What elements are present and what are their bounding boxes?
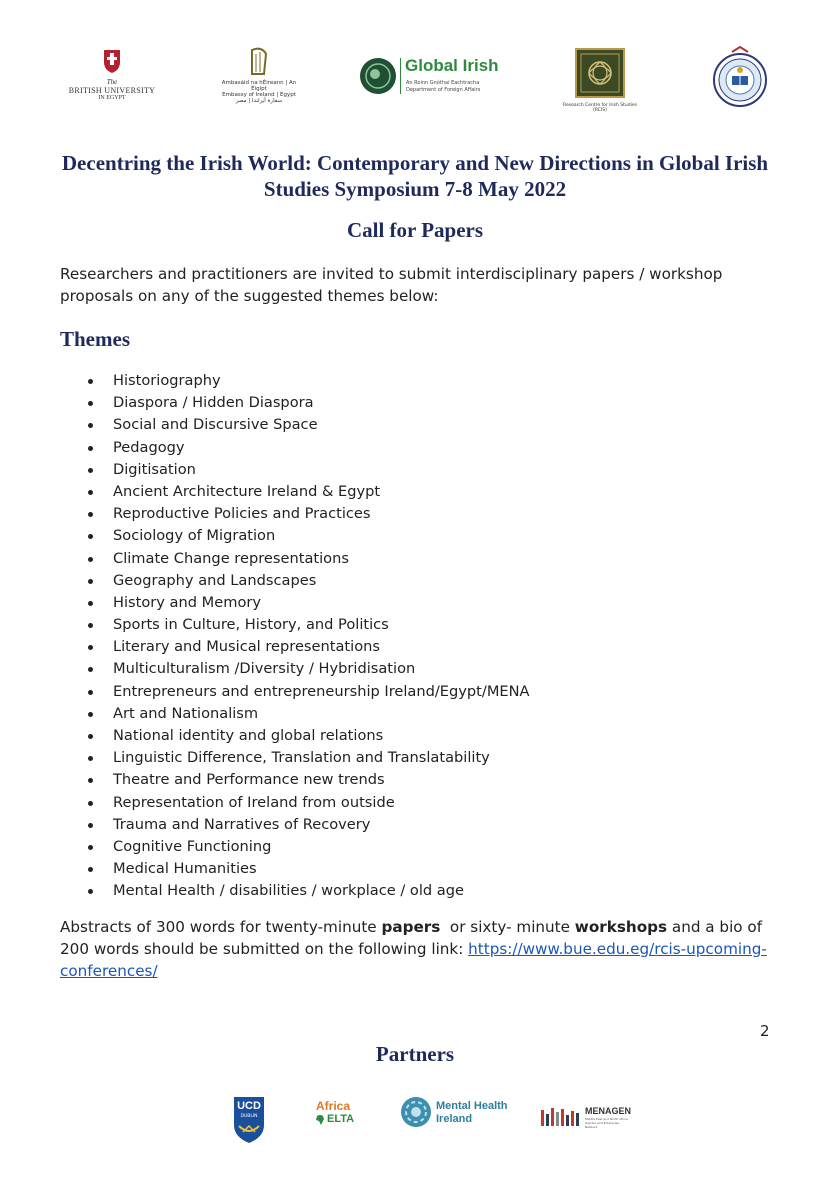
celtic-knot-icon (560, 48, 640, 100)
bue-logo (66, 48, 158, 108)
theme-item: Trauma and Narratives of Recovery (86, 814, 530, 836)
africa-elta-logo (316, 1100, 366, 1134)
bue-line3: IN EGYPT (98, 95, 126, 101)
theme-item: Cognitive Functioning (86, 836, 530, 858)
theme-item: Entrepreneurs and entrepreneurship Ireland/Egypt/MENA (86, 681, 530, 703)
bue-crest-icon (66, 48, 158, 74)
embassy-line1: Ambasáid na hÉireann | An Éigipt (221, 80, 297, 92)
theme-item: Mental Health / disabilities / workplace / old age (86, 880, 530, 902)
theme-item: Multiculturalism /Diversity / Hybridisation (86, 658, 530, 680)
intro-paragraph: Researchers and practitioners are invited to submit interdisciplinary papers / workshop proposals on any of the suggested themes below: (60, 265, 723, 305)
embassy-line3: سفارة أيرلندا | مصر (235, 98, 283, 104)
submission-link[interactable]: https://www.bue.edu.eg/rcis-upcoming-conferences/ (60, 940, 767, 980)
symposium-title: Decentring the Irish World: Contemporary and New Directions in Global Irish Studies Symposium 7-8 May 2022 (61, 151, 769, 201)
africa-elta-row (316, 1113, 366, 1125)
partner-logos (0, 1090, 830, 1150)
theme-item: Literary and Musical representations (86, 636, 530, 658)
global-irish-sub2: Department of Foreign Affairs (406, 87, 481, 93)
bue-line1: The (106, 78, 118, 86)
theme-item: History and Memory (86, 592, 530, 614)
embassy-line2: Embassy of Ireland | Egypt (222, 92, 296, 98)
africa-elta-line2: ELTA (327, 1113, 355, 1125)
abstract-paragraph (60, 916, 780, 982)
menagen-logo (540, 1104, 630, 1134)
global-irish-name: Global Irish (405, 56, 499, 75)
mental-health-ireland-logo (400, 1096, 520, 1136)
harp-icon (216, 46, 302, 76)
bue-line2: BRITISH UNIVERSITY (68, 86, 156, 95)
mhi-line2: Ireland (436, 1113, 473, 1125)
theme-item: Medical Humanities (86, 858, 530, 880)
abstract-text-3: and a bio of 200 words should be submitted on the following link: (60, 918, 763, 958)
partners-heading: Partners (375, 1042, 455, 1066)
university-seal-logo (710, 46, 770, 110)
mhi-swirl-icon (400, 1096, 432, 1128)
theme-item: Pedagogy (86, 437, 530, 459)
seal-emblem-icon (710, 46, 770, 110)
theme-item: Reproductive Policies and Practices (86, 503, 530, 525)
theme-item: Geography and Landscapes (86, 570, 530, 592)
papers-emphasis: papers (381, 918, 441, 936)
africa-map-icon (316, 1114, 325, 1125)
ucd-sub: DUBLIN (240, 1114, 258, 1119)
global-irish-logo (358, 54, 504, 104)
global-irish-emblem-icon (358, 56, 398, 96)
global-irish-divider (400, 58, 401, 94)
theme-item: Art and Nationalism (86, 703, 530, 725)
theme-item: Sports in Culture, History, and Politics (86, 614, 530, 636)
theme-item: National identity and global relations (86, 725, 530, 747)
embassy-logo (216, 46, 302, 110)
themes-heading: Themes (60, 327, 130, 351)
theme-item: Linguistic Difference, Translation and Translatability (86, 747, 530, 769)
mhi-line1: Mental Health (436, 1100, 508, 1112)
themes-list (86, 370, 530, 903)
theme-item: Diaspora / Hidden Diaspora (86, 392, 530, 414)
rcis-caption: Research Centre for Irish Studies (RCIS) (563, 103, 637, 113)
abstract-text-2: or sixty- minute (440, 918, 575, 936)
africa-elta-line1: Africa (316, 1099, 351, 1113)
header-logos (0, 44, 830, 114)
theme-item: Digitisation (86, 459, 530, 481)
global-irish-sub1: An Roinn Gnóthaí Eachtracha (406, 80, 480, 86)
theme-item: Sociology of Migration (86, 525, 530, 547)
theme-item: Social and Discursive Space (86, 414, 530, 436)
abstract-text-1: Abstracts of 300 words for twenty-minute (60, 918, 382, 936)
ucd-name: UCD (237, 1100, 261, 1112)
theme-item: Historiography (86, 370, 530, 392)
theme-item: Representation of Ireland from outside (86, 792, 530, 814)
menagen-sub: Middle East and North Africa Gender and Enterprise Network (585, 1117, 628, 1129)
workshops-emphasis: workshops (574, 918, 668, 936)
menagen-name: MENAGEN (585, 1106, 632, 1116)
theme-item: Climate Change representations (86, 548, 530, 570)
menagen-bars-icon (540, 1106, 582, 1128)
rcis-logo (560, 48, 640, 113)
page-number: 2 (760, 1022, 770, 1040)
call-for-papers-heading: Call for Papers (346, 218, 484, 242)
ucd-logo (233, 1096, 265, 1144)
theme-item: Theatre and Performance new trends (86, 769, 530, 791)
theme-item: Ancient Architecture Ireland & Egypt (86, 481, 530, 503)
